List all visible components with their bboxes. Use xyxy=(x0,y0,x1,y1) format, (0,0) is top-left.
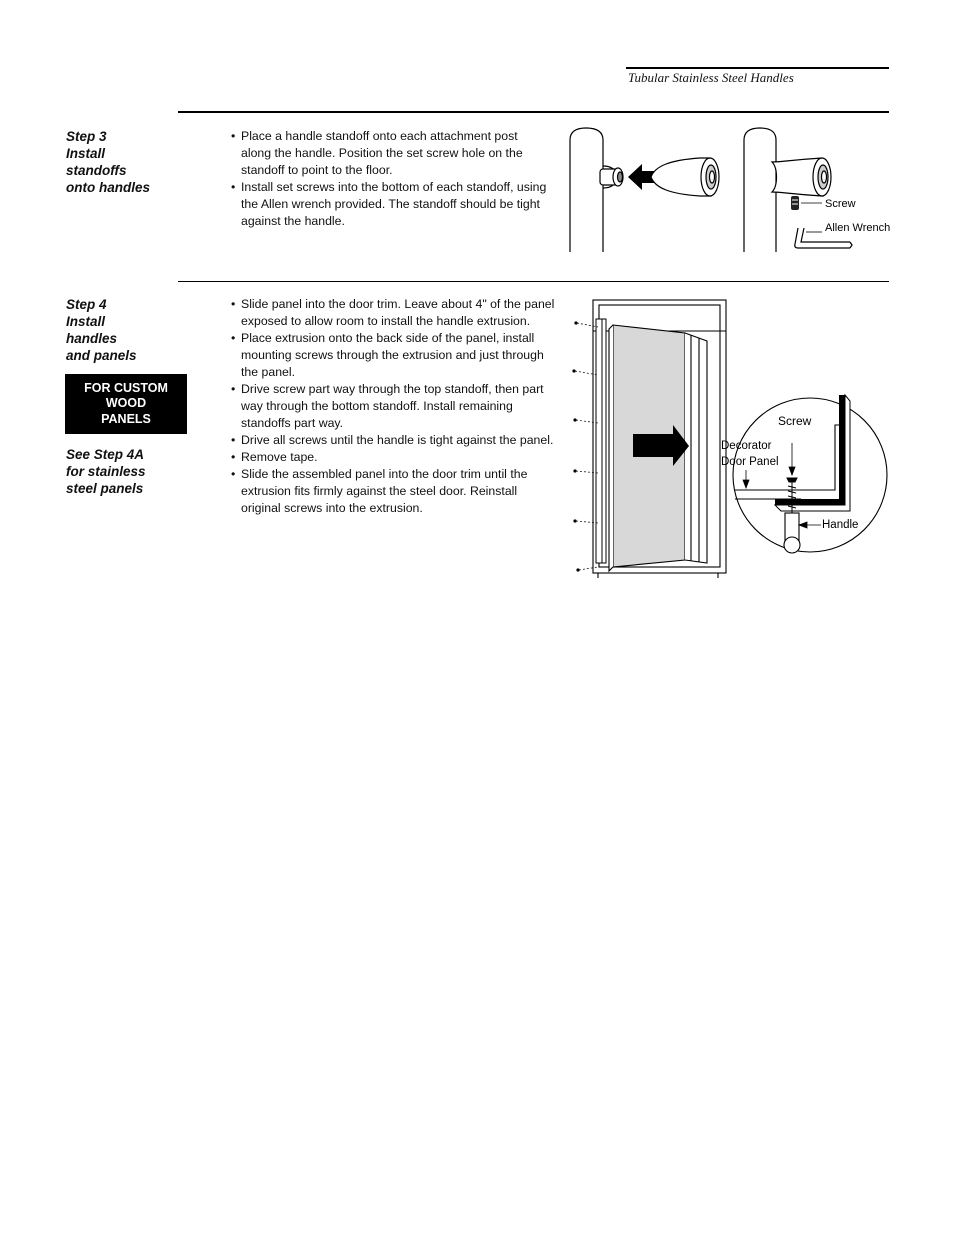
step-4-bullet: • Drive all screws until the handle is tight against the panel. xyxy=(231,432,556,449)
badge-line: WOOD xyxy=(105,396,147,411)
step-3-label: Step 3 Install standoffs onto handles xyxy=(66,129,150,195)
handle-tube-left xyxy=(570,128,616,252)
panel-installation-figure xyxy=(565,295,895,585)
section-divider-step-3 xyxy=(178,111,889,113)
step-3-bullet: • Install set screws into the bottom of each standoff, using the Allen wrench provided. The standoff should be tight against the handle. xyxy=(231,179,549,230)
badge-line: PANELS xyxy=(101,411,151,426)
step-4-bullet: • Place extrusion onto the back side of the panel, install mounting screws through the extrusion and just through the panel. xyxy=(231,330,556,381)
badge-line: FOR CUSTOM xyxy=(84,380,168,395)
allen-wrench-callout: Allen Wrench xyxy=(825,222,891,234)
custom-wood-panels-badge xyxy=(65,374,187,434)
step-3-bullet: • Place a handle standoff onto each attachment post along the handle. Position the set screw hole on the standoff to point to the floor. xyxy=(231,128,549,179)
detail-screw-callout: Screw xyxy=(778,414,812,428)
step-4-bullet: • Slide the assembled panel into the door trim until the extrusion fits firmly against the steel door. Reinstall original screws into the extrusion. xyxy=(231,466,556,517)
detail-handle-callout: Handle xyxy=(822,519,859,531)
step-4-instructions xyxy=(231,296,556,517)
detail-panel-callout-1: Decorator xyxy=(721,440,772,452)
set-screw-icon xyxy=(791,196,799,210)
step-4-bullet: • Remove tape. xyxy=(231,449,556,466)
detail-handle-icon xyxy=(784,513,800,553)
standoff-installed xyxy=(772,158,831,196)
screw-callout: Screw xyxy=(825,198,856,210)
stainless-steel-note: See Step 4A for stainless steel panels xyxy=(66,447,146,496)
step-3-instructions xyxy=(231,128,549,230)
attachment-post xyxy=(600,168,623,186)
handle-extrusion xyxy=(596,319,606,563)
page-header-title: Tubular Stainless Steel Handles xyxy=(628,70,794,85)
standoff-installation-figure xyxy=(560,120,900,260)
detail-panel-callout-2: Door Panel xyxy=(721,456,779,468)
header-top-rule xyxy=(626,67,889,69)
section-divider-step-4 xyxy=(178,281,889,282)
step-4-bullet: • Drive screw part way through the top standoff, then part way through the bottom standoff. Install remaining standoffs part way. xyxy=(231,381,556,432)
standoff-cone xyxy=(651,158,719,196)
step-4-label: Step 4 Install handles and panels xyxy=(66,297,137,363)
handle-tube-right xyxy=(744,128,776,252)
mounting-screws xyxy=(572,321,598,571)
step-4-bullet: • Slide panel into the door trim. Leave about 4" of the panel exposed to allow room to install the handle extrusion. xyxy=(231,296,556,330)
